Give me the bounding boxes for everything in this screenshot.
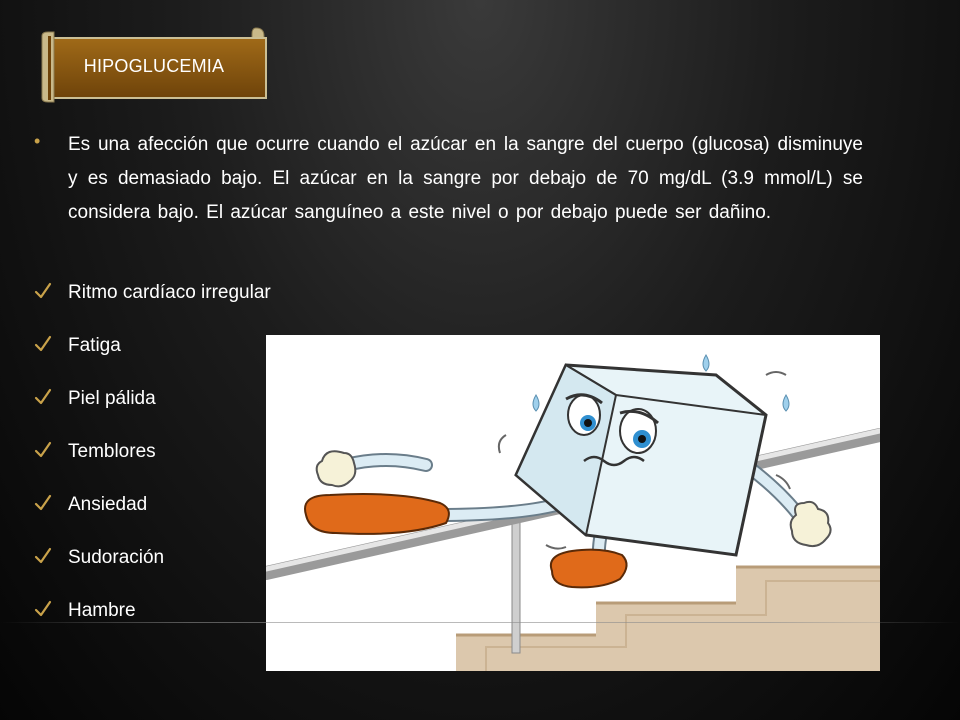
- symptom-label: Fatiga: [68, 335, 121, 356]
- bottom-divider: [0, 622, 960, 623]
- symptom-label: Hambre: [68, 600, 136, 621]
- symptom-label: Sudoración: [68, 547, 165, 568]
- slide-title: HIPOGLUCEMIA: [83, 56, 225, 76]
- check-icon: [34, 282, 52, 300]
- sugar-cube-illustration: [266, 335, 880, 671]
- symptom-label: Ansiedad: [68, 494, 148, 515]
- check-icon: [34, 388, 52, 406]
- check-icon: [34, 441, 52, 459]
- check-icon: [34, 494, 52, 512]
- symptom-label: Temblores: [68, 441, 156, 462]
- definition-text: Es una afección que ocurre cuando el azúcar en la sangre del cuerpo (glucosa) disminuye y es demasiado bajo. El azúcar en la sangre por debajo de 70 mg/dL (3.9 mmol/L) se considera bajo. El azúcar sanguíneo a este nivel o por debajo puede ser dañino.: [68, 134, 863, 223]
- check-icon: [34, 600, 52, 618]
- check-icon: [34, 547, 52, 565]
- title-scroll-banner: [40, 26, 268, 104]
- check-icon: [34, 335, 52, 353]
- symptom-label: Piel pálida: [68, 388, 156, 409]
- symptom-label: Ritmo cardíaco irregular: [68, 282, 271, 303]
- sugar-cube-cartoon-icon: [266, 335, 880, 671]
- bullet-dot: •: [34, 131, 41, 151]
